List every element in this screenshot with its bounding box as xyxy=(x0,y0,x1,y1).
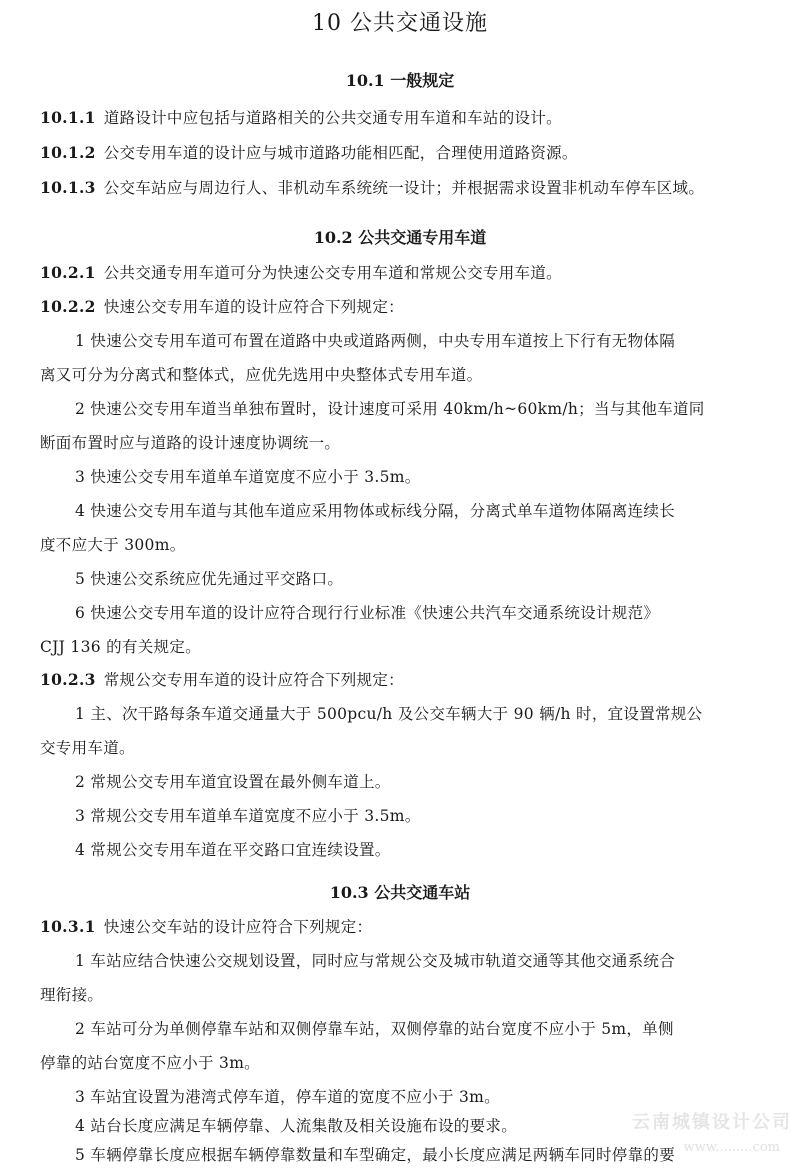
item-line: 2 快速公交专用车道当单独布置时，设计速度可采用 40km/h~60km/h；当与其他车道同 xyxy=(75,400,705,418)
clause-10-3-1 xyxy=(40,915,770,937)
clause-10-2-2 xyxy=(40,295,770,317)
section-title-10-3: 10.3 公共交通车站 xyxy=(329,883,471,902)
item-line: 2 常规公交专用车道宜设置在最外侧车道上。 xyxy=(75,773,391,791)
watermark-text: 云南城镇设计公司 xyxy=(632,1112,792,1133)
item-line: 断面布置时应与道路的设计速度协调统一。 xyxy=(40,434,341,452)
item-line: 4 站台长度应满足车辆停靠、人流集散及相关设施布设的要求。 xyxy=(75,1117,517,1135)
section-title-10-1: 10.1 一般规定 xyxy=(345,71,455,90)
item-line: 交专用车道。 xyxy=(40,739,135,757)
item-line: 停靠的站台宽度不应小于 3m。 xyxy=(40,1054,260,1072)
clause-text: 道路设计中应包括与道路相关的公共交通专用车道和车站的设计。 xyxy=(103,109,562,127)
chapter-title: 10 公共交通设施 xyxy=(312,11,488,36)
item-line: 1 快速公交专用车道可布置在道路中央或道路两侧，中央专用车道按上下行有无物体隔 xyxy=(75,332,675,350)
clause-text: 公共交通专用车道可分为快速公交专用车道和常规公交专用车道。 xyxy=(103,264,562,282)
clause-number: 10.2.1 xyxy=(40,263,96,282)
item-line: 理衔接。 xyxy=(40,986,104,1004)
clause-10-2-3 xyxy=(40,668,770,690)
item-line: 6 快速公交专用车道的设计应符合现行行业标准《快速公共汽车交通系统设计规范》 xyxy=(75,604,660,622)
clause-text: 快速公交专用车道的设计应符合下列规定： xyxy=(103,298,404,316)
section-title-10-2: 10.2 公共交通专用车道 xyxy=(313,228,487,247)
item-line: 1 主、次干路每条车道交通量大于 500pcu/h 及公交车辆大于 90 辆/h 时，宜设置常规公 xyxy=(75,705,703,723)
clause-text: 公交专用车道的设计应与城市道路功能相匹配，合理使用道路资源。 xyxy=(103,144,578,162)
item-line: 5 快速公交系统应优先通过平交路口。 xyxy=(75,570,344,588)
clause-text: 快速公交车站的设计应符合下列规定： xyxy=(103,918,373,936)
clause-text: 公交车站应与周边行人、非机动车系统统一设计；并根据需求设置非机动车停车区域。 xyxy=(103,179,705,197)
item-line: 3 快速公交专用车道单车道宽度不应小于 3.5m。 xyxy=(75,468,421,486)
clause-number: 10.2.2 xyxy=(40,297,96,316)
clause-text: 常规公交专用车道的设计应符合下列规定： xyxy=(103,671,404,689)
clause-number: 10.1.2 xyxy=(40,143,96,162)
item-line: 4 常规公交专用车道在平交路口宜连续设置。 xyxy=(75,841,391,859)
item-line: 1 车站应结合快速公交规划设置，同时应与常规公交及城市轨道交通等其他交通系统合 xyxy=(75,952,675,970)
watermark-url: www.........com xyxy=(683,1140,780,1155)
clause-10-2-1 xyxy=(40,261,770,283)
item-line: 2 车站可分为单侧停靠车站和双侧停靠车站，双侧停靠的站台宽度不应小于 5m，单侧 xyxy=(75,1020,674,1038)
item-line: 4 快速公交专用车道与其他车道应采用物体或标线分隔，分离式单车道物体隔离连续长 xyxy=(75,502,675,520)
clause-10-1-2 xyxy=(40,141,770,163)
clause-number: 10.1.1 xyxy=(40,108,96,127)
item-line: 3 常规公交专用车道单车道宽度不应小于 3.5m。 xyxy=(75,807,421,825)
clause-number: 10.2.3 xyxy=(40,670,96,689)
item-line: CJJ 136 的有关规定。 xyxy=(40,638,201,656)
item-line: 3 车站宜设置为港湾式停车道，停车道的宽度不应小于 3m。 xyxy=(75,1088,500,1106)
item-line: 离又可分为分离式和整体式，应优先选用中央整体式专用车道。 xyxy=(40,366,483,384)
item-line: 度不应大于 300m。 xyxy=(40,536,186,554)
clause-10-1-3 xyxy=(40,176,770,198)
item-line: 5 车辆停靠长度应根据车辆停靠数量和车型确定，最小长度应满足两辆车同时停靠的要 xyxy=(75,1146,675,1164)
clause-number: 10.3.1 xyxy=(40,917,96,936)
clause-number: 10.1.3 xyxy=(40,178,96,197)
clause-10-1-1 xyxy=(40,106,770,128)
